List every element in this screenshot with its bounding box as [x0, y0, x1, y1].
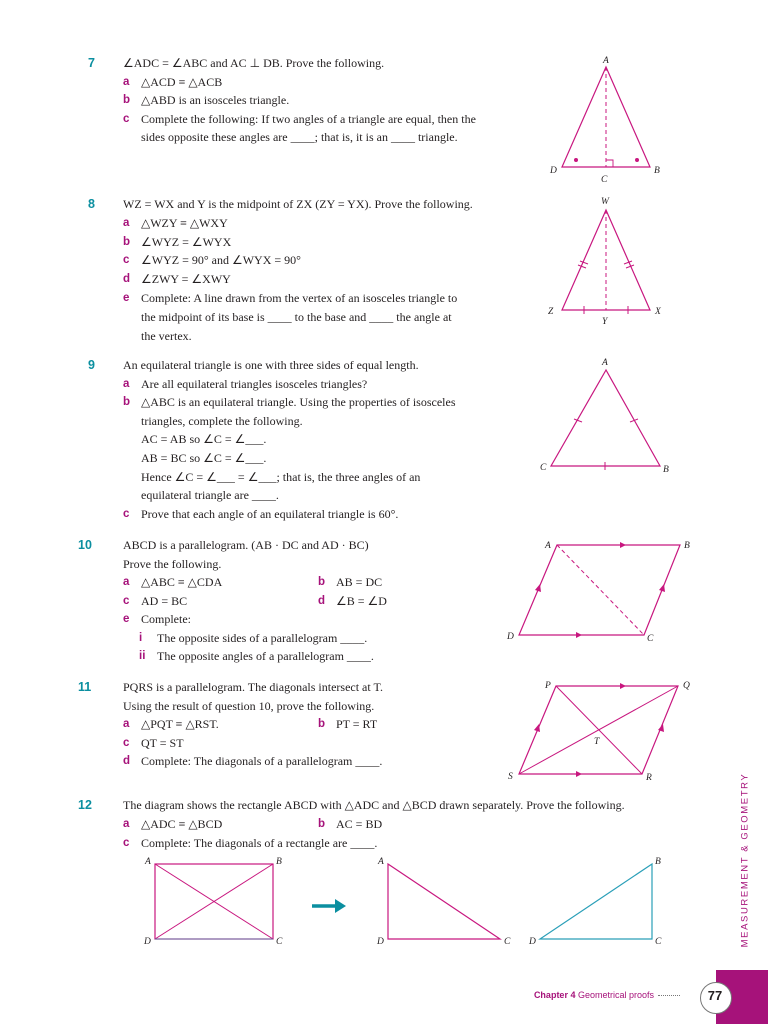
part-label: b	[123, 235, 131, 248]
question-text-line: equilateral triangle are ____.	[141, 488, 279, 503]
question-text-line: △ABD is an isosceles triangle.	[141, 93, 290, 107]
question-text-line: ABCD is a parallelogram. (AB · DC and AD · BC)	[123, 538, 369, 552]
question-text-line: An equilateral triangle is one with three sides of equal length.	[123, 358, 419, 372]
part-label: a	[123, 377, 130, 390]
point-label-b: B	[276, 857, 282, 867]
question-text-line: PQRS is a parallelogram. The diagonals intersect at T.	[123, 680, 383, 694]
point-label-y: Y	[602, 317, 608, 327]
page-footer	[534, 990, 680, 1000]
part-label: d	[123, 273, 131, 286]
point-label-a: A	[603, 56, 609, 66]
question-text-line: triangles, complete the following.	[141, 413, 303, 428]
question-text-line: Complete:	[141, 612, 191, 626]
q10-parallelogram-diagram	[500, 535, 700, 650]
q12-rectangle-diagram	[140, 852, 680, 952]
question-text-line: WZ = WX and Y is the midpoint of ZX (ZY = YX). Prove the following.	[123, 197, 473, 211]
part-label: e	[123, 292, 130, 304]
question-text-line: △WZY ≡ △WXY	[141, 215, 228, 230]
question-text-line: The opposite sides of a parallelogram ____.	[157, 630, 368, 645]
question-text-line: Are all equilateral triangles isosceles triangles?	[141, 376, 368, 391]
question-text-line: ∠ADC = ∠ABC and AC ⊥ DB. Prove the following.	[123, 56, 385, 70]
point-label-c: C	[601, 175, 608, 185]
arrow-right-icon	[312, 899, 346, 913]
part-label: ii	[139, 650, 146, 662]
question-text-line: sides opposite these angles are ____; that is, it is an ____ triangle.	[141, 130, 458, 144]
section-sidebar	[737, 770, 753, 950]
sidebar-label: MEASUREMENT & GEOMETRY	[739, 772, 751, 948]
part-label: b	[318, 818, 326, 830]
question-text-line: Hence ∠C = ∠___ = ∠___; that is, the three angles of an	[141, 469, 421, 484]
question-text-line: The opposite angles of a parallelogram ____.	[157, 649, 374, 663]
part-label: i	[139, 631, 143, 644]
question-text-line: ∠B = ∠D	[336, 593, 387, 608]
question-text-line: △PQT ≡ △RST.	[141, 717, 219, 731]
part-label: b	[123, 396, 131, 409]
point-label-c: C	[655, 937, 662, 947]
point-label-a: A	[145, 857, 151, 867]
part-label: c	[123, 254, 130, 267]
question-text-line: PT = RT	[336, 717, 378, 731]
point-label-p: P	[545, 681, 551, 691]
point-label-a: A	[378, 857, 384, 867]
question-text-line: ∠WYZ = ∠WYX	[141, 234, 232, 249]
point-label-d: D	[377, 937, 384, 947]
q8-triangle-diagram	[540, 192, 670, 327]
part-label: c	[123, 507, 130, 520]
point-label-s: S	[508, 772, 513, 782]
point-label-b: B	[654, 166, 660, 176]
part-label: b	[318, 576, 326, 588]
point-label-d: D	[507, 632, 514, 642]
question-text-line: AC = AB so ∠C = ∠___.	[141, 432, 267, 447]
question-text-line: △ABC ≡ △CDA	[141, 575, 223, 589]
part-label: b	[123, 94, 131, 106]
question-text-line: ∠ZWY = ∠XWY	[141, 272, 231, 287]
q7-triangle-diagram	[540, 52, 670, 187]
point-label-z: Z	[548, 307, 554, 317]
question-text-line: AD = BC	[141, 593, 188, 608]
question-text-line: Complete: A line drawn from the vertex of an isosceles triangle to	[141, 291, 458, 305]
q9-triangle-diagram	[540, 355, 670, 480]
question-number: 7	[88, 56, 95, 70]
part-label: a	[123, 216, 130, 229]
point-label-b: B	[663, 465, 669, 475]
point-label-x: X	[655, 307, 661, 317]
footer-title: Geometrical proofs	[577, 990, 654, 1000]
point-label-t: T	[594, 737, 600, 747]
question-text-line: The diagram shows the rectangle ABCD with △ADC and △BCD drawn separately. Prove the following.	[123, 798, 625, 812]
question-text-line: AC = BD	[336, 817, 383, 831]
point-label-c: C	[504, 937, 511, 947]
question-text-line: AB = DC	[336, 575, 383, 589]
point-label-b: B	[655, 857, 661, 867]
part-label: a	[123, 818, 130, 830]
question-number: 11	[78, 680, 92, 694]
question-text-line: AB = BC so ∠C = ∠___.	[141, 451, 267, 465]
question-text-line: △ADC ≡ △BCD	[141, 817, 223, 831]
part-label: d	[318, 594, 326, 607]
point-label-a: A	[545, 541, 551, 551]
question-text-line: Complete: The diagonals of a rectangle are ____.	[141, 836, 378, 850]
q11-parallelogram-diagram	[500, 676, 700, 786]
point-label-w: W	[601, 197, 609, 207]
question-text-line: ∠WYZ = 90° and ∠WYX = 90°	[141, 253, 301, 268]
question-number: 12	[78, 798, 92, 812]
point-label-q: Q	[683, 681, 690, 691]
question-number: 10	[78, 538, 92, 552]
point-label-d: D	[144, 937, 151, 947]
question-text-line: Prove the following.	[123, 556, 222, 571]
part-label: a	[123, 718, 130, 730]
question-text-line: △ABC is an equilateral triangle. Using the properties of isosceles	[141, 395, 456, 410]
question-text-line: QT = ST	[141, 735, 184, 750]
point-label-c: C	[540, 463, 547, 473]
part-label: c	[123, 112, 130, 125]
question-number: 9	[88, 358, 95, 372]
part-label: c	[123, 736, 130, 749]
point-label-d: D	[529, 937, 536, 947]
footer-chapter: Chapter 4	[533, 990, 576, 1000]
part-label: d	[123, 755, 131, 767]
part-label: e	[123, 613, 130, 625]
part-label: c	[123, 594, 130, 607]
question-text-line: △ACD ≡ △ACB	[141, 74, 223, 89]
question-number: 8	[88, 197, 95, 211]
point-label-d: D	[550, 166, 557, 176]
part-label: a	[123, 576, 130, 588]
page-number: 77	[707, 988, 723, 1003]
part-label: c	[123, 837, 130, 849]
point-label-b: B	[684, 541, 690, 551]
question-text-line: Complete the following: If two angles of a triangle are equal, then the	[141, 111, 476, 126]
point-label-a: A	[602, 358, 608, 368]
question-text-line: Prove that each angle of an equilateral triangle is 60°.	[141, 506, 399, 521]
question-text-line: the vertex.	[141, 328, 192, 343]
point-label-r: R	[646, 773, 652, 783]
question-text-line: Using the result of question 10, prove the following.	[123, 698, 375, 713]
part-label: a	[123, 75, 130, 88]
question-text-line: Complete: The diagonals of a parallelogram ____.	[141, 754, 383, 768]
question-text-line: the midpoint of its base is ____ to the base and ____ the angle at	[141, 309, 452, 324]
point-label-c: C	[647, 634, 654, 644]
part-label: b	[318, 718, 326, 730]
point-label-c: C	[276, 937, 283, 947]
